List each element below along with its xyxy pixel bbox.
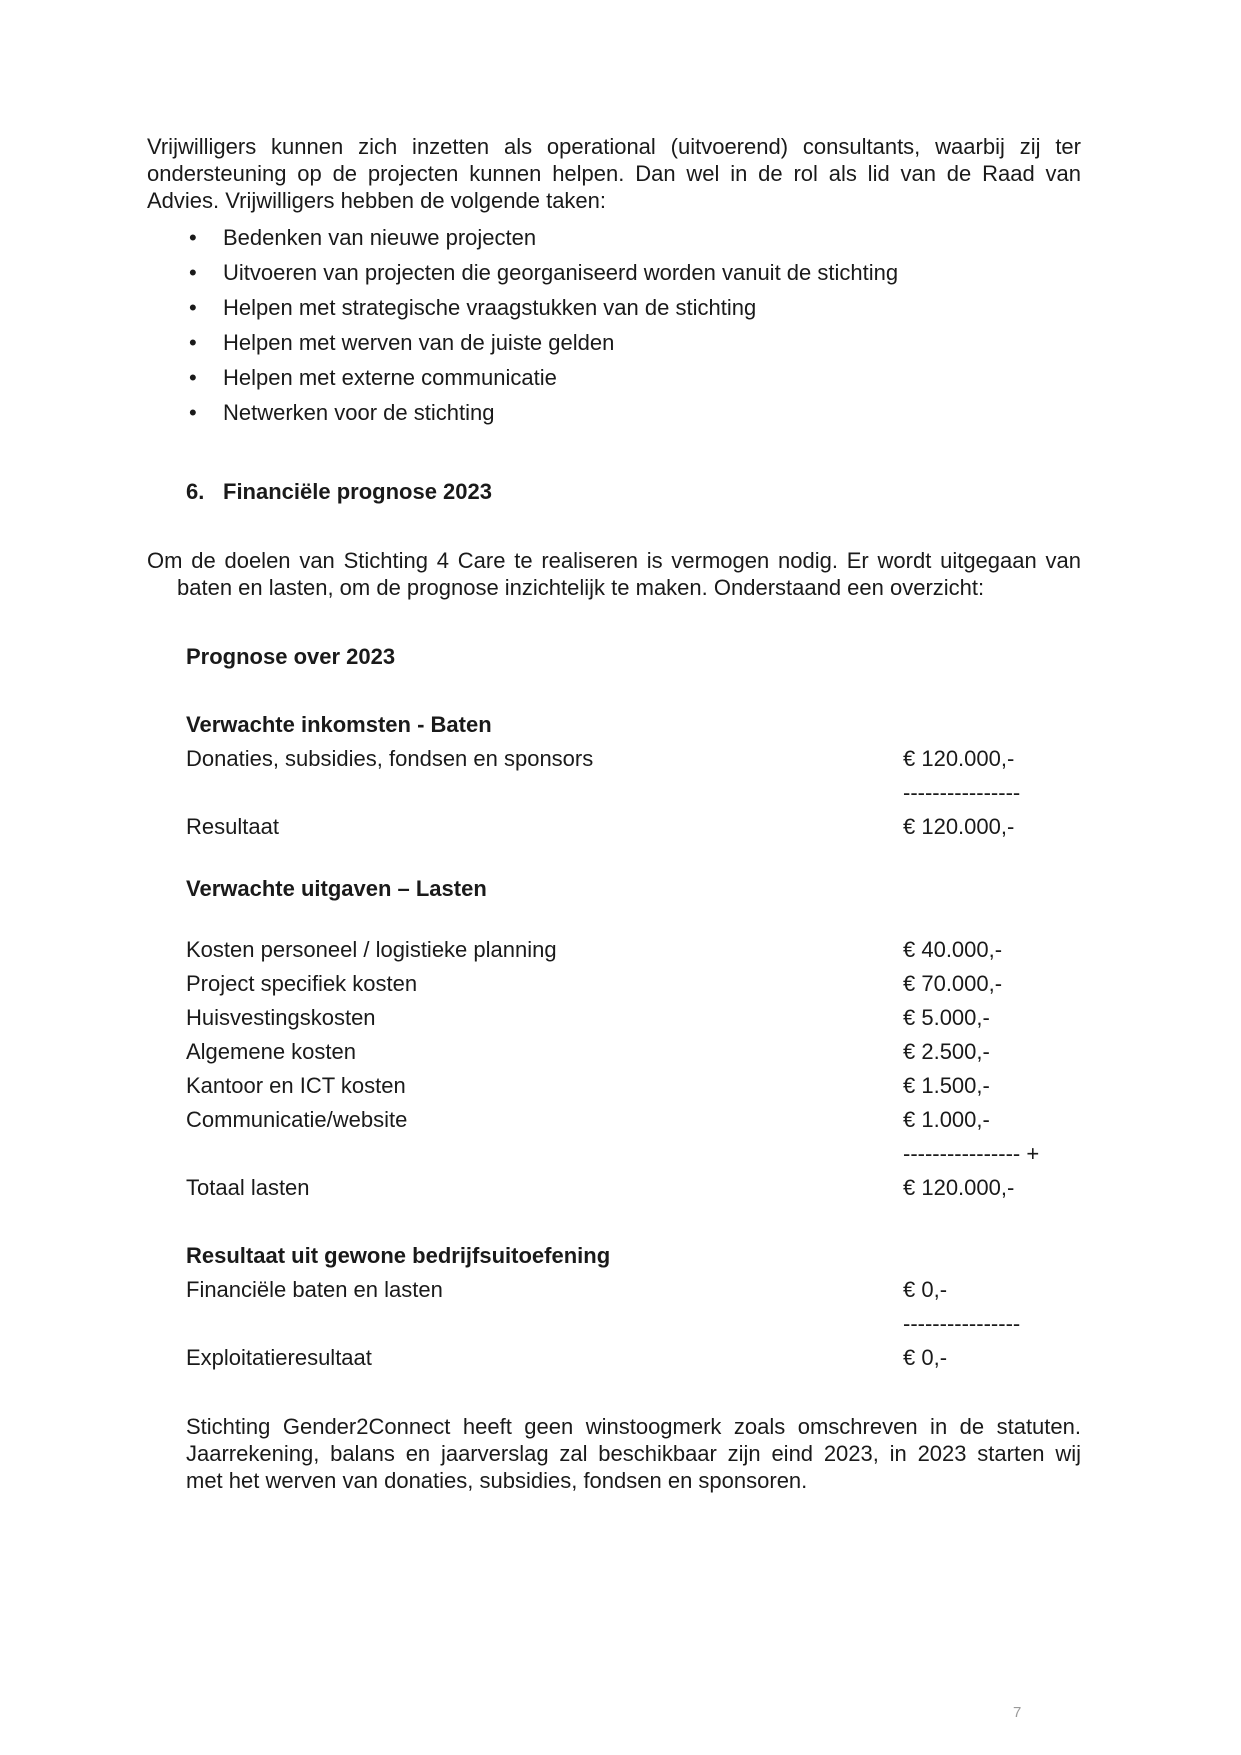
task-text: Helpen met externe communicatie <box>223 365 557 390</box>
operations-row-value: € 0,- <box>903 1277 948 1302</box>
expense-row-value: € 2.500,- <box>903 1039 990 1064</box>
intro-line: Vrijwilligers kunnen zich inzetten als operational (uitvoerend) consultants, waarbij zij ter <box>147 134 1081 159</box>
expense-row-label: Huisvestingskosten <box>186 1005 376 1030</box>
expense-row-label: Kantoor en ICT kosten <box>186 1073 406 1098</box>
task-text: Uitvoeren van projecten die georganiseerd worden vanuit de stichting <box>223 260 899 285</box>
section-intro-line-2: baten en lasten, om de prognose inzichtelijk te maken. Onderstaand een overzicht: <box>177 575 985 600</box>
expense-row-value: € 40.000,- <box>903 937 1003 962</box>
expenses-total-value: € 120.000,- <box>903 1175 1015 1200</box>
income-separator: ---------------- <box>903 780 1021 805</box>
expense-row-value: € 5.000,- <box>903 1005 990 1030</box>
bullet-icon: • <box>189 225 197 250</box>
task-text: Helpen met werven van de juiste gelden <box>223 330 615 355</box>
section-number: 6. <box>186 479 205 504</box>
expense-row-value: € 70.000,- <box>903 971 1003 996</box>
expenses-heading: Verwachte uitgaven – Lasten <box>186 876 487 901</box>
closing-paragraph <box>186 1413 1081 1494</box>
task-text: Bedenken van nieuwe projecten <box>223 225 537 250</box>
expense-row-label: Project specifiek kosten <box>186 971 418 996</box>
bullet-icon: • <box>189 365 197 390</box>
prognose-title: Prognose over 2023 <box>186 644 396 669</box>
expenses-total-label: Totaal lasten <box>186 1175 310 1200</box>
operations-heading: Resultaat uit gewone bedrijfsuitoefening <box>186 1243 611 1268</box>
income-heading: Verwachte inkomsten - Baten <box>186 712 492 737</box>
expense-row-value: € 1.000,- <box>903 1107 990 1132</box>
operations-row-label: Financiële baten en lasten <box>186 1277 443 1302</box>
bullet-icon: • <box>189 400 197 425</box>
income-result-label: Resultaat <box>186 814 279 839</box>
expenses-separator: ---------------- + <box>903 1141 1040 1166</box>
closing-line: Stichting Gender2Connect heeft geen winstoogmerk zoals omschreven in de statuten. <box>186 1414 1081 1439</box>
closing-line: met het werven van donaties, subsidies, fondsen en sponsoren. <box>186 1468 808 1493</box>
expense-row-label: Kosten personeel / logistieke planning <box>186 937 557 962</box>
expense-row-label: Algemene kosten <box>186 1039 356 1064</box>
bullet-icon: • <box>189 330 197 355</box>
task-text: Helpen met strategische vraagstukken van de stichting <box>223 295 757 320</box>
income-row-label: Donaties, subsidies, fondsen en sponsors <box>186 746 594 771</box>
section-intro-text: Om de doelen van Stichting 4 Care te realiseren is vermogen nodig. Er wordt uitgegaan van <box>147 548 1081 573</box>
operations-result-label: Exploitatieresultaat <box>186 1345 372 1370</box>
page-number: 7 <box>1013 1704 1022 1721</box>
bullet-icon: • <box>189 295 197 320</box>
income-result-value: € 120.000,- <box>903 814 1015 839</box>
expense-row-value: € 1.500,- <box>903 1073 990 1098</box>
section-intro-line-1 <box>147 547 1081 574</box>
operations-separator: ---------------- <box>903 1311 1021 1336</box>
intro-line: Advies. Vrijwilligers hebben de volgende taken: <box>147 188 607 213</box>
task-text: Netwerken voor de stichting <box>223 400 495 425</box>
section-title: Financiële prognose 2023 <box>223 479 492 504</box>
closing-line: Jaarrekening, balans en jaarverslag zal beschikbaar zijn eind 2023, in 2023 starten wij <box>186 1441 1081 1466</box>
bullet-icon: • <box>189 260 197 285</box>
intro-line: ondersteuning op de projecten kunnen helpen. Dan wel in de rol als lid van de Raad van <box>147 161 1081 186</box>
income-row-value: € 120.000,- <box>903 746 1015 771</box>
expense-row-label: Communicatie/website <box>186 1107 408 1132</box>
intro-paragraph <box>147 133 1081 214</box>
operations-result-value: € 0,- <box>903 1345 948 1370</box>
